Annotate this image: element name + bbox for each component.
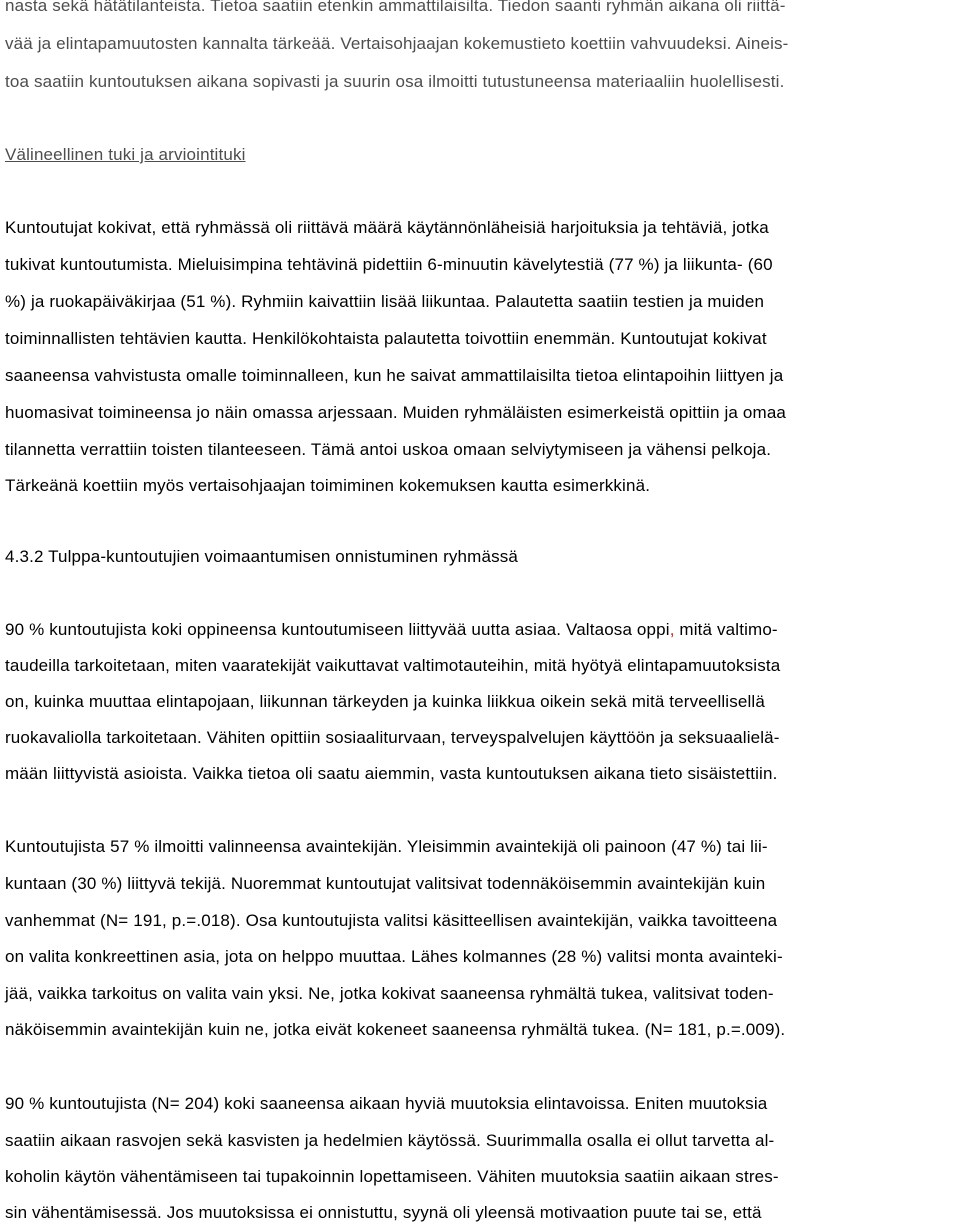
highlighted-comma: , xyxy=(669,620,675,639)
text-line: kuntaan (30 %) liittyvä tekijä. Nuoremmat kuntoutujat valitsivat todennäköisemmin avaintekijän kuin xyxy=(5,874,766,893)
text-line: %) ja ruokapäiväkirjaa (51 %). Ryhmiin kaivattiin lisää liikuntaa. Palautetta saatiin testien ja muiden xyxy=(5,292,765,311)
text-line: saaneensa vahvistusta omalle toiminnalleen, kun he saivat ammattilaisilta tietoa elintapoihin liittyen ja xyxy=(5,366,784,385)
text-line: huomasivat toimineensa jo näin omassa arjessaan. Muiden ryhmäläisten esimerkeistä opittiin ja omaa xyxy=(5,403,787,422)
text-line: taudeilla tarkoitetaan, miten vaaratekijät vaikuttavat valtimotauteihin, mitä hyötyä elintapamuutoksista xyxy=(5,656,781,675)
text-line: nasta sekä hätätilanteista. Tietoa saatiin etenkin ammattilaisilta. Tiedon saanti ryhmän aikana oli riittä- xyxy=(5,0,786,15)
text-line: on valita konkreettinen asia, jota on helppo muuttaa. Lähes kolmannes (28 %) valitsi monta avainteki- xyxy=(5,947,783,966)
text-line: ruokavaliolla tarkoitetaan. Vähiten opittiin sosiaaliturvaan, terveyspalvelujen käyttöön ja seksuaalielä- xyxy=(5,728,780,747)
text-run: Valtaosa oppi xyxy=(561,620,670,639)
text-line: tukivat kuntoutumista. Mieluisimpina tehtävinä pidettiin 6-minuutin kävelytestiä (77 %) ja liikunta- (60 xyxy=(5,255,773,274)
text-line xyxy=(5,620,778,640)
text-line: saatiin aikaan rasvojen sekä kasvisten ja hedelmien käytössä. Suurimmalla osalla ei ollut tarvetta al- xyxy=(5,1131,775,1150)
text-line: jää, vaikka tarkoitus on valita vain yksi. Ne, jotka kokivat saaneensa ryhmältä tukea, valitsivat toden- xyxy=(5,984,774,1003)
text-line: toiminnallisten tehtävien kautta. Henkilökohtaista palautetta toivottiin enemmän. Kuntoutujat kokivat xyxy=(5,329,767,348)
text-line: 90 % kuntoutujista (N= 204) koki saaneensa aikaan hyviä muutoksia elintavoissa. Eniten muutoksia xyxy=(5,1094,768,1113)
text-line: Tärkeänä koettiin myös vertaisohjaajan toimiminen kokemuksen kautta esimerkkinä. xyxy=(5,476,651,495)
text-run: mitä valtimo- xyxy=(674,620,778,639)
text-line: Kuntoutujista 57 % ilmoitti valinneensa avaintekijän. Yleisimmin avaintekijä oli painoon (47 %) tai lii- xyxy=(5,837,768,856)
text-run: 90 % kuntoutujista koki oppineensa kuntoutumiseen liittyvää uutta asiaa. xyxy=(5,620,562,639)
text-line: on, kuinka muuttaa elintapojaan, liikunnan tärkeyden ja kuinka liikkua oikein sekä mitä terveellisellä xyxy=(5,692,765,711)
text-line: mään liittyvistä asioista. Vaikka tietoa oli saatu aiemmin, vasta kuntoutuksen aikana tieto sisäistettiin. xyxy=(5,764,778,783)
text-line: Kuntoutujat kokivat, että ryhmässä oli riittävä määrä käytännönläheisiä harjoituksia ja tehtäviä, jotka xyxy=(5,218,769,237)
text-line: vanhemmat (N= 191, p.=.018). Osa kuntoutujista valitsi käsitteellisen avaintekijän, vaikka tavoitteena xyxy=(5,911,778,930)
text-line: vää ja elintapamuutosten kannalta tärkeää. Vertaisohjaajan kokemustieto koettiin vahvuudeksi. Aineis- xyxy=(5,34,789,53)
text-line: toa saatiin kuntoutuksen aikana sopivasti ja suurin osa ilmoitti tutustuneensa materiaaliin huolellisesti. xyxy=(5,72,785,91)
text-line: sin vähentämisessä. Jos muutoksissa ei onnistuttu, syynä oli yleensä motivaation puute tai se, että xyxy=(5,1203,762,1222)
subheading: Välineellinen tuki ja arviointituki xyxy=(5,145,246,164)
text-line: näköisemmin avaintekijän kuin ne, jotka eivät kokeneet saaneensa ryhmältä tukea. (N= 181, p.=.009). xyxy=(5,1020,786,1039)
text-line: tilannetta verrattiin toisten tilanteeseen. Tämä antoi uskoa omaan selviytymiseen ja vähensi pelkoja. xyxy=(5,440,772,459)
section-heading: 4.3.2 Tulppa-kuntoutujien voimaantumisen onnistuminen ryhmässä xyxy=(5,547,518,566)
text-line: koholin käytön vähentämiseen tai tupakoinnin lopettamiseen. Vähiten muutoksia saatiin aikaan stres- xyxy=(5,1167,779,1186)
